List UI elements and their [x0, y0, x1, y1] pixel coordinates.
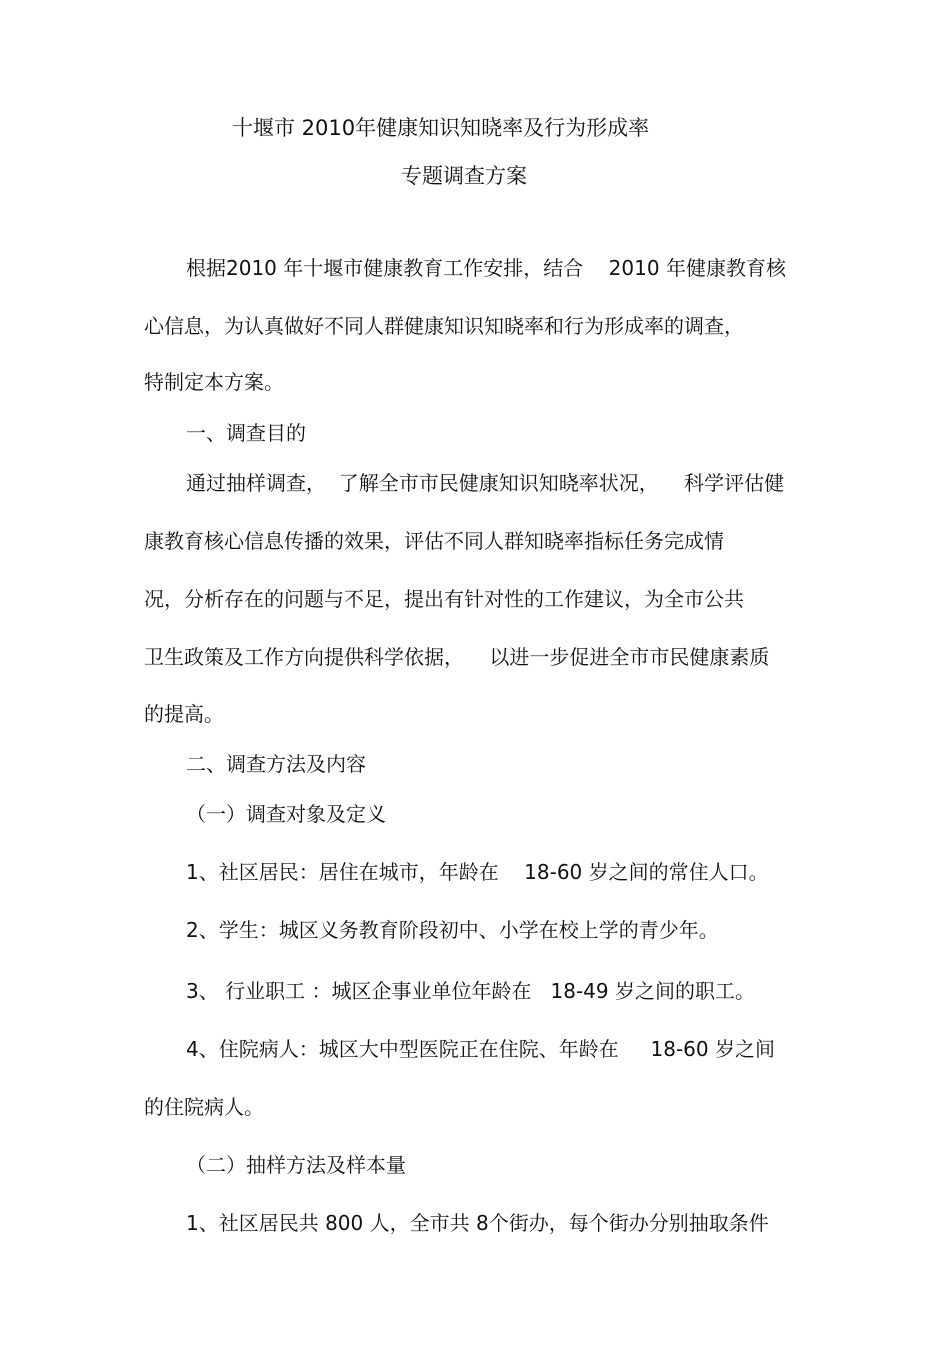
subsection-1-item-1: 1、社区居民：居住在城市，年龄在 18-60 岁之间的常住人口。	[186, 860, 769, 884]
document-title-line-1: 十堰市 2010年健康知识知晓率及行为形成率	[232, 116, 650, 140]
intro-line-2: 心信息，为认真做好不同人群健康知识知晓率和行为形成率的调查，	[144, 314, 744, 338]
section-1-line-5: 的提高。	[144, 702, 224, 726]
section-1-heading: 一、调查目的	[186, 421, 306, 445]
section-1-line-4: 卫生政策及工作方向提供科学依据， 以进一步促进全市市民健康素质	[144, 645, 770, 669]
subsection-2-heading: （二）抽样方法及样本量	[186, 1153, 406, 1177]
subsection-1-item-4-cont: 的住院病人。	[144, 1095, 264, 1119]
subsection-1-item-2: 2、学生：城区义务教育阶段初中、小学在校上学的青少年。	[186, 918, 719, 942]
subsection-1-item-4: 4、住院病人：城区大中型医院正在住院、年龄在 18-60 岁之间	[186, 1037, 775, 1061]
subsection-1-heading: （一）调查对象及定义	[186, 802, 386, 826]
document-title-line-2: 专题调查方案	[401, 164, 527, 188]
subsection-2-item-1: 1、社区居民共 800 人，全市共 8个街办，每个街办分别抽取条件	[186, 1211, 769, 1235]
intro-line-1: 根据2010 年十堰市健康教育工作安排，结合 2010 年健康教育核	[186, 256, 786, 280]
section-1-line-3: 况，分析存在的问题与不足，提出有针对性的工作建议，为全市公共	[144, 587, 744, 611]
section-1-line-2: 康教育核心信息传播的效果，评估不同人群知晓率指标任务完成情	[144, 529, 724, 553]
subsection-1-item-3: 3、 行业职工 ：城区企事业单位年龄在 18-49 岁之间的职工。	[186, 979, 755, 1003]
section-1-line-1: 通过抽样调查， 了解全市市民健康知识知晓率状况， 科学评估健	[186, 471, 785, 495]
section-2-heading: 二、调查方法及内容	[186, 752, 366, 776]
intro-line-3: 特制定本方案。	[144, 370, 284, 394]
